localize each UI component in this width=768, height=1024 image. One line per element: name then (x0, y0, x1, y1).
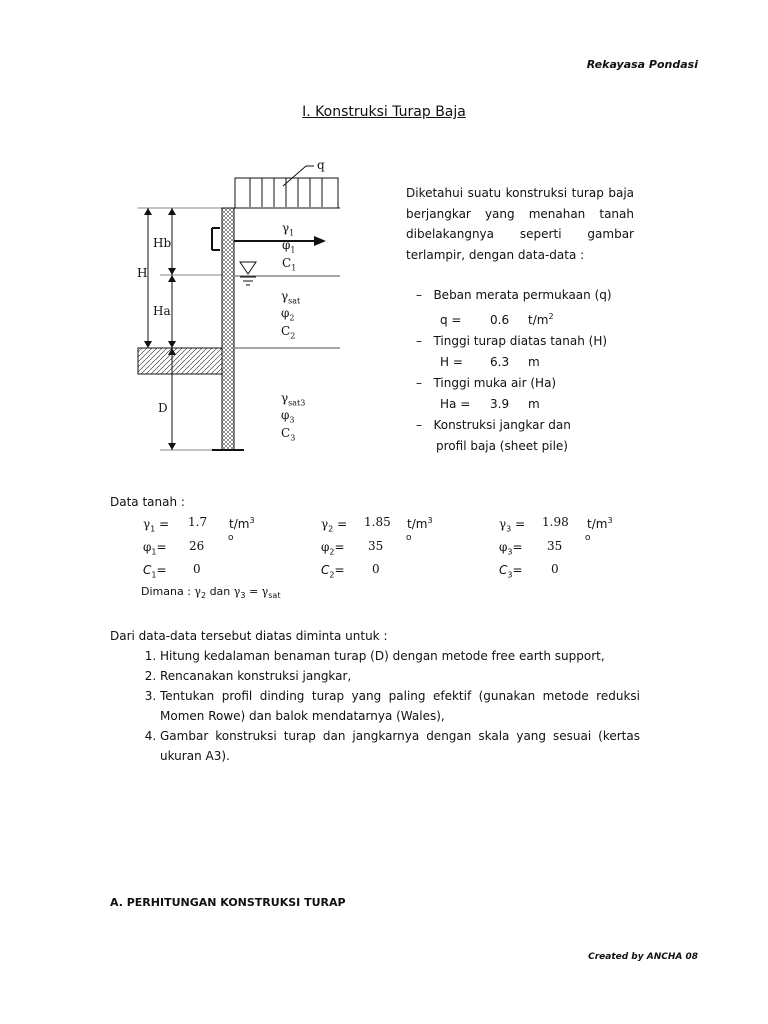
label-ha: Ha (153, 304, 171, 318)
c2-row: $C_2=$ (321, 563, 345, 580)
requirements-intro: Dari data-data tersebut diatas diminta untuk : (110, 629, 388, 643)
label-q: q (317, 158, 325, 172)
label-h: H (137, 266, 148, 280)
phi1-deg: o (228, 533, 234, 543)
bullet-water: – Tinggi muka air (Ha) (416, 376, 557, 390)
gamma1-row: $\gamma_1$ = (143, 517, 170, 534)
phi3-value: 35 (547, 539, 563, 553)
section-heading: A. PERHITUNGAN KONSTRUKSI TURAP (110, 896, 346, 909)
c1-value: 0 (193, 562, 201, 576)
layer1-params: $\gamma_1$ $\varphi_1$ $C_1$ (282, 221, 297, 273)
gamma3-row: $\gamma_3$ = (499, 517, 526, 534)
sheet-pile-diagram (0, 150, 400, 460)
soil-data-note: Dimana : $\gamma_2$ dan $\gamma_3 = \gamma_{sat}$ (141, 585, 281, 601)
soil-data-heading: Data tanah : (110, 495, 185, 509)
bullet-water-value: Ha = 3.9 m (440, 397, 540, 411)
label-hb: Hb (153, 236, 172, 250)
bullet-load: – Beban merata permukaan (q) (416, 288, 612, 302)
requirement-item: 3. Tentukan profil dinding turap yang paling efektif (gunakan metode reduksi Momen Rowe) dan balok mendatarnya (Wales), (160, 686, 640, 726)
dimension-lines (138, 208, 222, 450)
gamma1-unit: $t/m^3$ (229, 516, 255, 531)
gamma2-row: $\gamma_2$ = (321, 517, 348, 534)
c1-row: $C_1=$ (143, 563, 167, 580)
layer3-params: $\gamma_{sat3}$ $\varphi_3$ $C_3$ (281, 391, 306, 443)
phi1-value: 26 (189, 539, 205, 553)
requirement-item: 4. Gambar konstruksi turap dan jangkarnya dengan skala yang sesuai (kertas ukuran A3). (160, 726, 640, 766)
bullet-height: – Tinggi turap diatas tanah (H) (416, 334, 608, 348)
c3-value: 0 (551, 562, 559, 576)
gamma3-value: 1.98 (542, 515, 569, 529)
gamma3-unit: $t/m^3$ (587, 516, 613, 531)
surcharge-load (235, 166, 338, 208)
phi3-row: $\varphi_3=$ (499, 540, 523, 557)
gamma1-value: 1.7 (188, 515, 208, 529)
bullet-load-value: q = 0.6 $t/m^2$ (440, 312, 554, 327)
sheet-pile-wall (222, 208, 234, 450)
c2-value: 0 (372, 562, 380, 576)
footer-credit: Created by ANCHA 08 (588, 952, 698, 962)
requirements (110, 626, 640, 766)
label-d: D (158, 401, 168, 415)
phi3-deg: o (585, 533, 591, 543)
gamma2-unit: $t/m^3$ (407, 516, 433, 531)
requirement-item: 1. Hitung kedalaman benaman turap (D) dengan metode free earth support, (160, 646, 640, 666)
water-table-symbol (240, 262, 256, 274)
phi2-value: 35 (368, 539, 384, 553)
bullet-anchor-cont: profil baja (sheet pile) (436, 439, 568, 453)
running-header: Rekayasa Pondasi (586, 58, 698, 71)
page-title: I. Konstruksi Turap Baja (302, 104, 466, 120)
bullet-anchor: – Konstruksi jangkar dan (416, 418, 571, 432)
given-data-list (416, 285, 656, 457)
layer2-params: $\gamma_{sat}$ $\varphi_2$ $C_2$ (281, 289, 301, 341)
problem-description: Diketahui suatu konstruksi turap baja berjangkar yang menahan tanah dibelakangnya seperti gambar terlampir, dengan data-data : (406, 186, 634, 262)
phi2-row: $\varphi_2=$ (321, 540, 345, 557)
gamma2-value: 1.85 (364, 515, 391, 529)
requirement-item: 2. Rencanakan konstruksi jangkar, (160, 666, 640, 686)
c3-row: $C_3=$ (499, 563, 523, 580)
phi2-deg: o (406, 533, 412, 543)
front-soil (138, 348, 222, 374)
bullet-height-value: H = 6.3 m (440, 355, 540, 369)
phi1-row: $\varphi_1=$ (143, 540, 167, 557)
